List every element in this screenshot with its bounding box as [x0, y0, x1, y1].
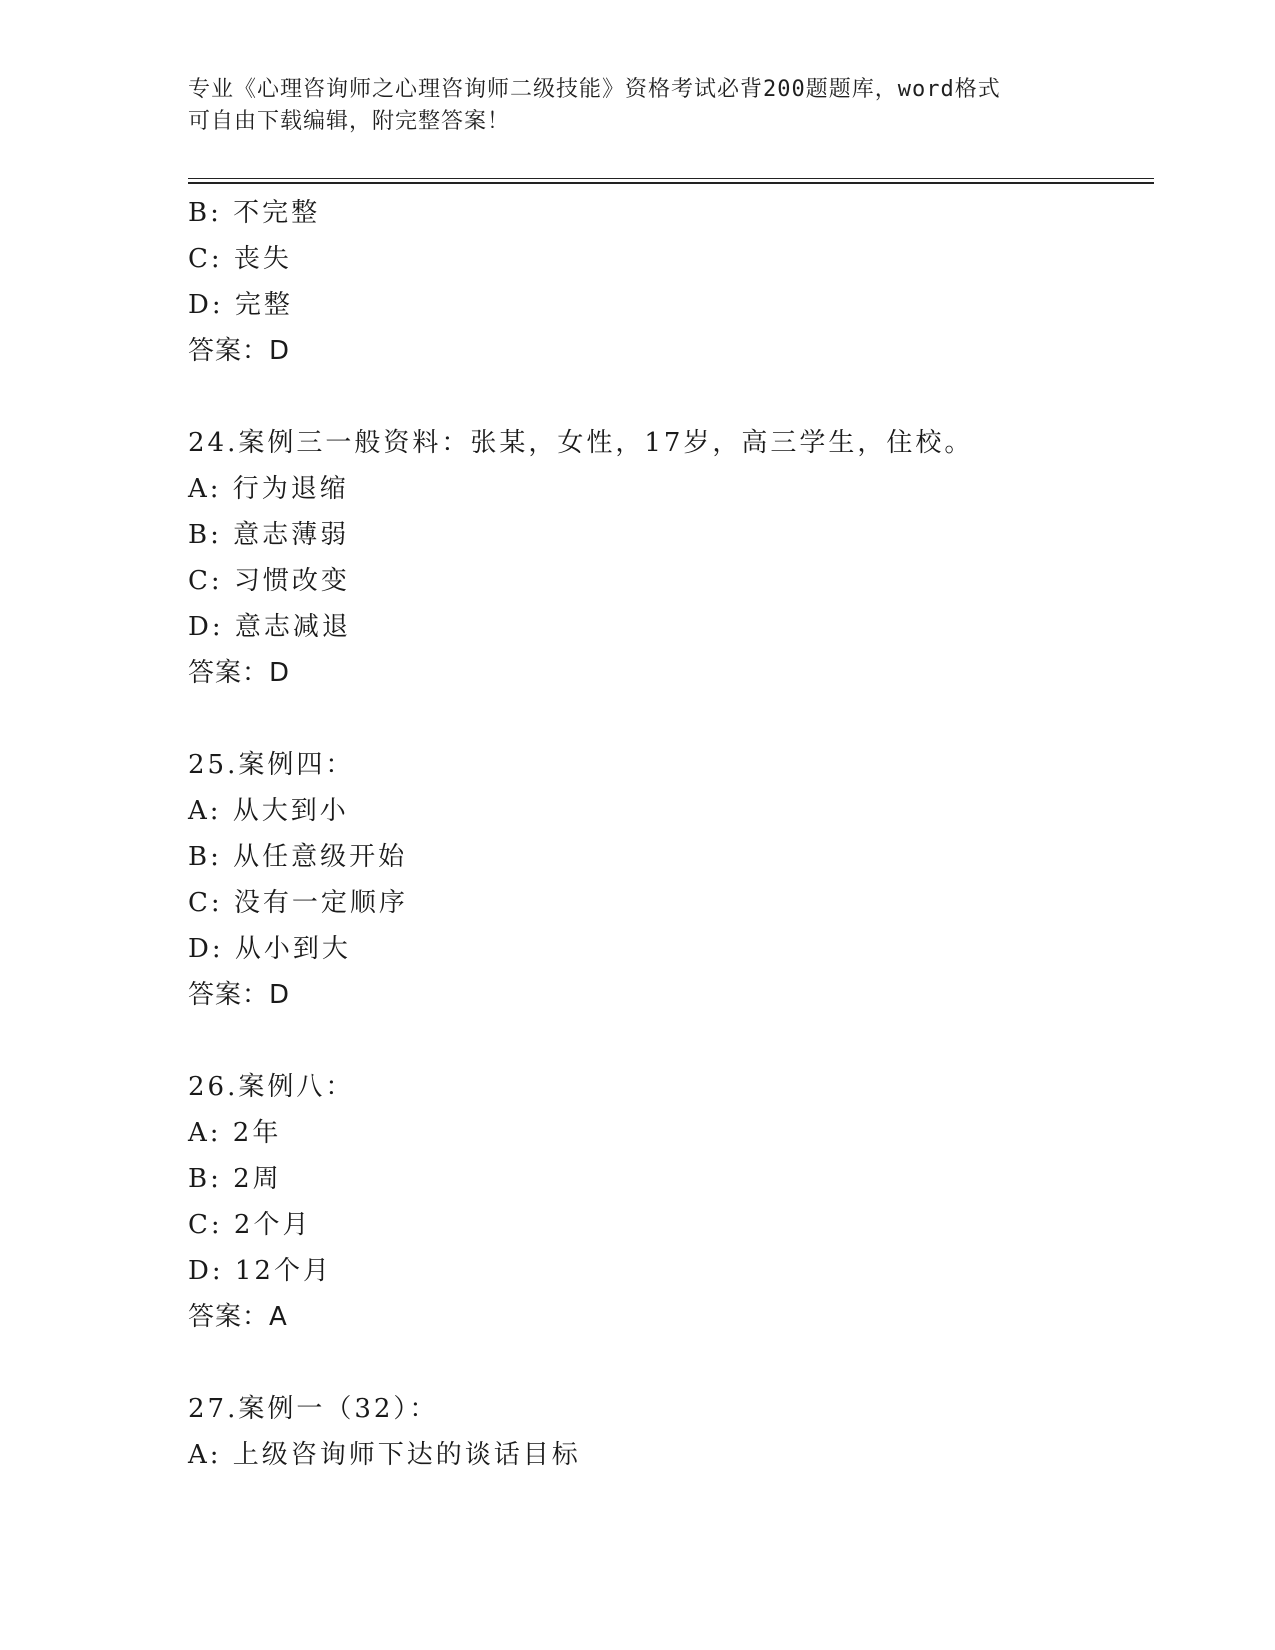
question-26	[188, 1064, 1148, 1340]
answer-line: 答案：D	[188, 658, 291, 688]
question-stem: 24.案例三一般资料：张某，女性，17岁，高三学生，住校。	[188, 428, 974, 458]
answer-line: 答案：D	[188, 980, 291, 1010]
option-a: A: 从大到小	[188, 796, 349, 826]
document-header	[188, 74, 1068, 138]
question-25	[188, 742, 1148, 1018]
answer-line: 答案：A	[188, 1302, 288, 1332]
question-content	[188, 190, 1148, 1478]
question-27	[188, 1386, 1148, 1478]
option-a: A: 行为退缩	[188, 474, 349, 504]
option-d: D: 从小到大	[188, 934, 351, 964]
option-c: C: 习惯改变	[188, 566, 350, 596]
option-b: B: 不完整	[188, 198, 321, 228]
question-stem: 26.案例八：	[188, 1072, 355, 1102]
option-c: C: 没有一定顺序	[188, 888, 408, 918]
continued-question	[188, 190, 1148, 374]
header-title-line-1: 专业《心理咨询师之心理咨询师二级技能》资格考试必背200题题库，word格式	[188, 77, 1001, 102]
option-b: B: 2周	[188, 1164, 282, 1194]
option-d: D: 意志减退	[188, 612, 351, 642]
option-b: B: 从任意级开始	[188, 842, 408, 872]
option-a: A: 2年	[188, 1118, 282, 1148]
header-divider-thick	[188, 182, 1154, 184]
question-24	[188, 420, 1148, 696]
option-a: A: 上级咨询师下达的谈话目标	[188, 1440, 581, 1470]
question-stem: 25.案例四：	[188, 750, 355, 780]
header-title-line-2: 可自由下载编辑，附完整答案！	[188, 109, 511, 134]
option-d: D: 完整	[188, 290, 293, 320]
answer-line: 答案：D	[188, 336, 291, 366]
option-c: C: 2个月	[188, 1210, 312, 1240]
option-d: D: 12个月	[188, 1256, 332, 1286]
option-c: C: 丧失	[188, 244, 292, 274]
header-divider-thin	[188, 178, 1154, 179]
option-b: B: 意志薄弱	[188, 520, 350, 550]
question-stem: 27.案例一（32）：	[188, 1394, 439, 1424]
